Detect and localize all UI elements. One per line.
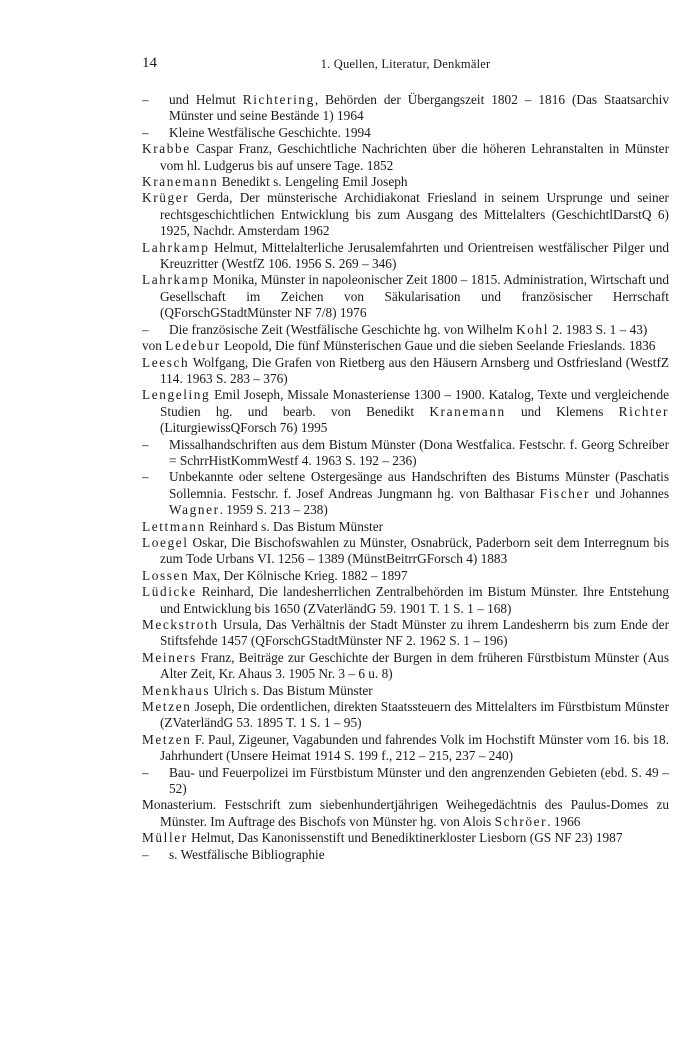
author-surname: Metzen xyxy=(142,699,192,715)
bibliography-entry xyxy=(142,355,669,388)
entry-text: Joseph, Die ordentlichen, direkten Staatssteuern des Mittelalters im Fürstbistum Münster (ZVaterländG 53. 1895 T. 1 S. 1 – 95) xyxy=(160,699,669,731)
author-surname: Lengeling xyxy=(142,387,211,403)
bibliography-entry xyxy=(142,272,669,321)
bibliography-entry xyxy=(142,174,669,190)
entry-text: Helmut, Das Kanonissenstift und Benediktinerkloster Liesborn (GS NF 23) 1987 xyxy=(187,830,623,846)
entry-text: (LiturgiewissQForsch 76) 1995 xyxy=(160,420,328,436)
entry-text: Emil Joseph, Missale Monasteriense 1300 – 1900. Katalog, Texte und vergleichende Studien hg. und bearb. von Benedikt xyxy=(160,387,669,419)
continuation-dash: – xyxy=(142,321,149,337)
running-title: 1. Quellen, Literatur, Denkmäler xyxy=(320,57,491,71)
entry-text: s. Westfälische Bibliographie xyxy=(169,846,325,862)
entry-text: . 1959 S. 213 – 238) xyxy=(219,502,328,518)
author-surname: Krüger xyxy=(142,190,190,206)
entry-text: , Behörden der Übergangszeit 1802 – 1816 (Das Staatsarchiv Münster und seine Bestände 1) 1964 xyxy=(169,92,670,124)
author-surname: Loegel xyxy=(142,534,189,550)
bibliography-subentry xyxy=(142,437,669,470)
entry-text: Benedikt s. Lengeling Emil Joseph xyxy=(218,174,408,190)
entry-text: Max, Der Kölnische Krieg. 1882 – 1897 xyxy=(189,567,408,583)
continuation-dash: – xyxy=(142,469,149,485)
entry-text: von xyxy=(142,338,166,354)
continuation-dash: – xyxy=(142,764,149,780)
entry-text: und Klemens xyxy=(505,403,619,419)
author-surname: Lettmann xyxy=(142,518,206,534)
entry-text: 2. 1983 S. 1 – 43) xyxy=(549,321,648,337)
bibliography-entry xyxy=(142,830,669,846)
entry-text: Bau- und Feuerpolizei im Fürstbistum Münster und den angrenzenden Gebieten (ebd. S. 49 – 52) xyxy=(169,764,669,797)
continuation-dash: – xyxy=(142,92,149,107)
author-surname: Schröer xyxy=(494,813,548,829)
bibliography-entry xyxy=(142,732,669,765)
bibliography-subentry xyxy=(142,765,669,798)
page-header xyxy=(142,55,669,75)
entry-text: . 1966 xyxy=(547,813,581,829)
entry-text: Franz, Beiträge zur Geschichte der Burgen in dem früheren Fürstbistum Münster (Aus Alter Zeit, Kr. Ahaus 3. 1905 Nr. 3 – 6 u. 8) xyxy=(160,649,669,682)
author-surname: Müller xyxy=(142,830,188,846)
bibliography-entry xyxy=(142,568,669,584)
bibliography-entry xyxy=(142,141,669,174)
bibliography-subentry xyxy=(142,125,669,141)
author-surname: Meiners xyxy=(142,649,197,665)
author-surname: Richter xyxy=(618,403,670,419)
author-surname: Lahrkamp xyxy=(142,272,210,288)
bibliography-entry xyxy=(142,617,669,650)
author-surname: Kohl xyxy=(516,321,550,337)
bibliography-subentry xyxy=(142,322,669,338)
bibliography-entry xyxy=(142,519,669,535)
bibliography-entry xyxy=(142,387,669,436)
entry-text: Leopold, Die fünf Münsterischen Gaue und die sieben Seelande Frieslands. 1836 xyxy=(220,338,656,354)
entry-text: Unbekannte oder seltene Ostergesänge aus Handschriften des Bistums Münster (Paschatis Sollemnia. Festschr. f. Josef Andreas Jungmann hg. von Balthasar xyxy=(169,469,669,501)
author-surname: Kranemann xyxy=(429,403,506,419)
author-surname: Lüdicke xyxy=(142,584,197,600)
bibliography-entry xyxy=(142,650,669,683)
entry-text: Reinhard, Die landesherrlichen Zentralbehörden im Bistum Münster. Ihre Entstehung und Entwicklung bis 1650 (ZVaterländG 59. 1901 T. 1 S. 1 – 168) xyxy=(160,584,669,616)
author-surname: Menkhaus xyxy=(142,682,211,698)
entry-text: und Helmut xyxy=(169,92,243,107)
entry-text: Ursula, Das Verhältnis der Stadt Münster zu ihrem Landesherrn bis zum Ende der Stiftsfehde 1457 (QForschGStadtMünster NF 2. 1962 S. 1 – 196) xyxy=(160,617,669,649)
author-surname: Krabbe xyxy=(142,141,191,157)
continuation-dash: – xyxy=(142,124,149,140)
continuation-dash: – xyxy=(142,846,149,862)
entry-text: Kleine Westfälische Geschichte. 1994 xyxy=(169,124,371,140)
bibliography-subentry xyxy=(142,847,669,863)
author-surname: Wagner xyxy=(169,502,220,518)
entry-text: F. Paul, Zigeuner, Vagabunden und fahrendes Volk im Hochstift Münster vom 16. bis 18. Jahrhundert (Unsere Heimat 1914 S. 199 f., 212 – 215, 237 – 240) xyxy=(160,731,669,764)
author-surname: Metzen xyxy=(142,731,192,747)
entry-text: Die französische Zeit (Westfälische Geschichte hg. von Wilhelm xyxy=(169,321,517,337)
author-surname: Lossen xyxy=(142,567,190,583)
continuation-dash: – xyxy=(142,436,149,452)
bibliography-entry xyxy=(142,240,669,273)
entry-text: Missalhandschriften aus dem Bistum Münster (Dona Westfalica. Festschr. f. Georg Schreiber = SchrrHistKommWestf 4. 1963 S. 192 – 236) xyxy=(169,436,669,468)
bibliography-entry xyxy=(142,535,669,568)
author-surname: Kranemann xyxy=(142,174,219,190)
bibliography-entry xyxy=(142,699,669,732)
author-surname: Fischer xyxy=(539,485,590,501)
entry-text: Monika, Münster in napoleonischer Zeit 1800 – 1815. Administration, Wirtschaft und Gesellschaft im Zeichen von Säkularisation und französischer Herrschaft (QForschGStadtMünster NF 7/8) 1976 xyxy=(160,272,669,321)
page-number: 14 xyxy=(142,55,157,71)
entry-text: Reinhard s. Das Bistum Münster xyxy=(205,518,384,534)
entry-text: und Johannes xyxy=(590,485,669,501)
bibliography-subentry xyxy=(142,92,669,125)
bibliography-entry xyxy=(142,584,669,617)
entry-text: Caspar Franz, Geschichtliche Nachrichten über die höheren Lehranstalten in Münster vom hl. Ludgerus bis auf unsere Tage. 1852 xyxy=(160,141,669,173)
author-surname: Lahrkamp xyxy=(142,239,210,255)
bibliography-entry xyxy=(142,797,669,830)
entry-text: Monasterium. Festschrift zum siebenhundertjährigen Weihegedächtnis des Paulus-Domes zu Münster. Im Auftrage des Bischofs von Münster hg. von Alois xyxy=(142,797,669,829)
entry-text: Ulrich s. Das Bistum Münster xyxy=(210,682,373,698)
entry-text: Wolfgang, Die Grafen von Rietberg aus den Häusern Arnsberg und Ostfriesland (WestfZ 114. 1963 S. 283 – 376) xyxy=(160,354,669,386)
bibliography-subentry xyxy=(142,469,669,518)
author-surname: Richtering xyxy=(242,92,315,107)
entry-text: Helmut, Mittelalterliche Jerusalemfahrten und Orientreisen westfälischer Pilger und Kreuzritter (WestfZ 106. 1956 S. 269 – 346) xyxy=(160,239,669,272)
bibliography-list xyxy=(142,92,669,863)
bibliography-entry xyxy=(142,683,669,699)
author-surname: Meckstroth xyxy=(142,617,219,632)
bibliography-entry xyxy=(142,190,669,239)
author-surname: Leesch xyxy=(142,354,190,370)
bibliography-entry xyxy=(142,338,669,354)
author-surname: Ledebur xyxy=(165,338,221,354)
entry-text: Oskar, Die Bischofswahlen zu Münster, Osnabrück, Paderborn seit dem Interregnum bis zum Tode Urbans VI. 1256 – 1389 (MünstBeitrrGForsch 4) 1883 xyxy=(160,534,669,567)
entry-text: Gerda, Der münsterische Archidiakonat Friesland in seinem Ursprunge und seiner rechtsgeschichtlichen Entwicklung bis zum Ausgang des Mittelalters (GeschichtlDarstQ 6) 1925, Nachdr. Amsterdam 1962 xyxy=(160,190,669,239)
